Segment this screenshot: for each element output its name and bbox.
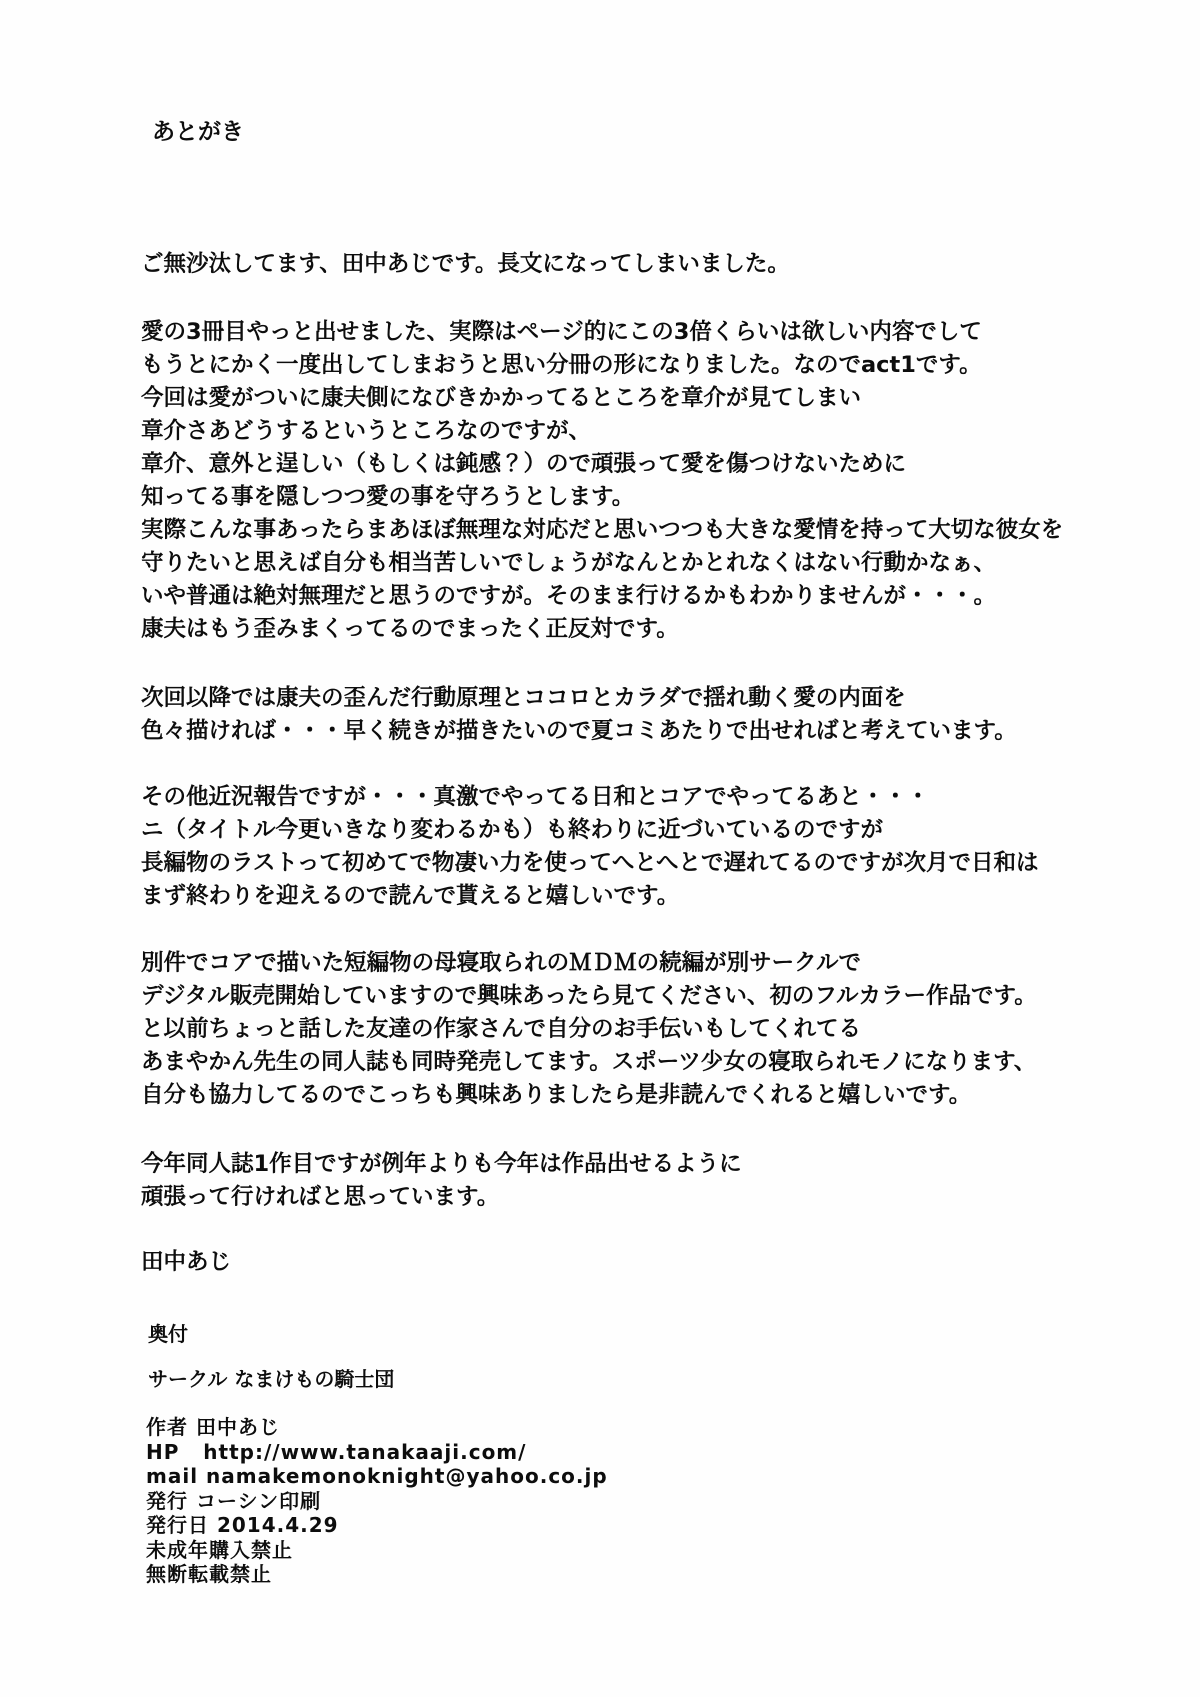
colophon-homepage: HP http://www.tanakaaji.com/ bbox=[146, 1439, 527, 1464]
colophon-minor-notice: 未成年購入禁止 bbox=[146, 1537, 293, 1562]
afterword-content bbox=[141, 0, 1141, 1587]
paragraph-greeting bbox=[141, 248, 1141, 281]
text-line: 田中あじ bbox=[141, 1249, 232, 1275]
text-line: 章介さあどうするというところなのですが、 bbox=[141, 418, 592, 444]
text-line: 色々描ければ・・・早く続きが描きたいので夏コミあたりで出せればと考えています。 bbox=[141, 718, 1017, 744]
colophon-author: 作者 田中あじ bbox=[146, 1415, 280, 1439]
text-line: その他近況報告ですが・・・真激でやってる日和とコアでやってるあと・・・ bbox=[141, 784, 930, 810]
text-line: ニ（タイトル今更いきなり変わるかも）も終わりに近づいているのですが bbox=[141, 817, 884, 843]
text-line: デジタル販売開始していますので興味あったら見てください、初のフルカラー作品です。 bbox=[141, 983, 1037, 1009]
paragraph-this-year bbox=[141, 1148, 1141, 1214]
text-line: ご無沙汰してます、田中あじです。長文になってしまいました。 bbox=[141, 251, 790, 277]
colophon-details bbox=[146, 1415, 1141, 1587]
text-line: もうとにかく一度出してしまおうと思い分冊の形になりました。なのでact1です。 bbox=[141, 352, 982, 378]
paragraph-story bbox=[141, 316, 1141, 646]
text-line: 今年同人誌1作目ですが例年よりも今年は作品出せるように bbox=[141, 1151, 742, 1177]
text-line: 長編物のラストって初めてで物凄い力を使ってへとへとで遅れてるのですが次月で日和は bbox=[141, 850, 1039, 876]
colophon-printer: 発行 コーシン印刷 bbox=[146, 1488, 322, 1513]
text-line: 自分も協力してるのでこっちも興味ありましたら是非読んでくれると嬉しいです。 bbox=[141, 1082, 972, 1108]
text-line: 守りたいと思えば自分も相当苦しいでしょうがなんとかとれなくはない行動かなぁ、 bbox=[141, 550, 997, 576]
text-line: 実際こんな事あったらまあほぼ無理な対応だと思いつつも大きな愛情を持って大切な彼女を bbox=[141, 517, 1064, 543]
colophon-heading: 奥付 bbox=[148, 1322, 188, 1346]
text-line: 愛の3冊目やっと出せました、実際はページ的にこの3倍くらいは欲しい内容でして bbox=[141, 319, 982, 345]
text-line: 知ってる事を隠しつつ愛の事を守ろうとします。 bbox=[141, 484, 635, 510]
author-signature bbox=[141, 1246, 1141, 1279]
colophon-reprint-notice: 無断転載禁止 bbox=[146, 1562, 272, 1586]
text-line: 頑張って行ければと思っています。 bbox=[141, 1184, 500, 1210]
text-line: あまやかん先生の同人誌も同時発売してます。スポーツ少女の寝取られモノになります、 bbox=[141, 1049, 1037, 1075]
colophon-mail: mail namakemonoknight@yahoo.co.jp bbox=[146, 1464, 608, 1488]
colophon-circle: サークル なまけもの騎士団 bbox=[148, 1367, 395, 1391]
text-line: 章介、意外と逞しい（もしくは鈍感？）ので頑張って愛を傷つけないために bbox=[141, 451, 907, 477]
text-line: いや普通は絶対無理だと思うのですが。そのまま行けるかもわかりませんが・・・。 bbox=[141, 583, 997, 609]
text-line: 今回は愛がついに康夫側になびきかかってるところを章介が見てしまい bbox=[141, 385, 862, 411]
text-line: まず終わりを迎えるので読んで貰えると嬉しいです。 bbox=[141, 883, 680, 909]
text-line: 康夫はもう歪みまくってるのでまったく正反対です。 bbox=[141, 616, 679, 642]
afterword-title: あとがき bbox=[152, 119, 244, 145]
text-line: 別件でコアで描いた短編物の母寝取られのＭＤＭの続編が別サークルで bbox=[141, 950, 862, 976]
paragraph-digital-release bbox=[141, 947, 1141, 1112]
colophon bbox=[141, 1321, 1141, 1587]
colophon-publish-date: 発行日 2014.4.29 bbox=[146, 1513, 339, 1537]
text-line: と以前ちょっと話した友達の作家さんで自分のお手伝いもしてくれてる bbox=[141, 1016, 862, 1042]
paragraph-status-report bbox=[141, 781, 1141, 913]
text-line: 次回以降では康夫の歪んだ行動原理とココロとカラダで揺れ動く愛の内面を bbox=[141, 685, 906, 711]
paragraph-next-issue bbox=[141, 682, 1141, 748]
